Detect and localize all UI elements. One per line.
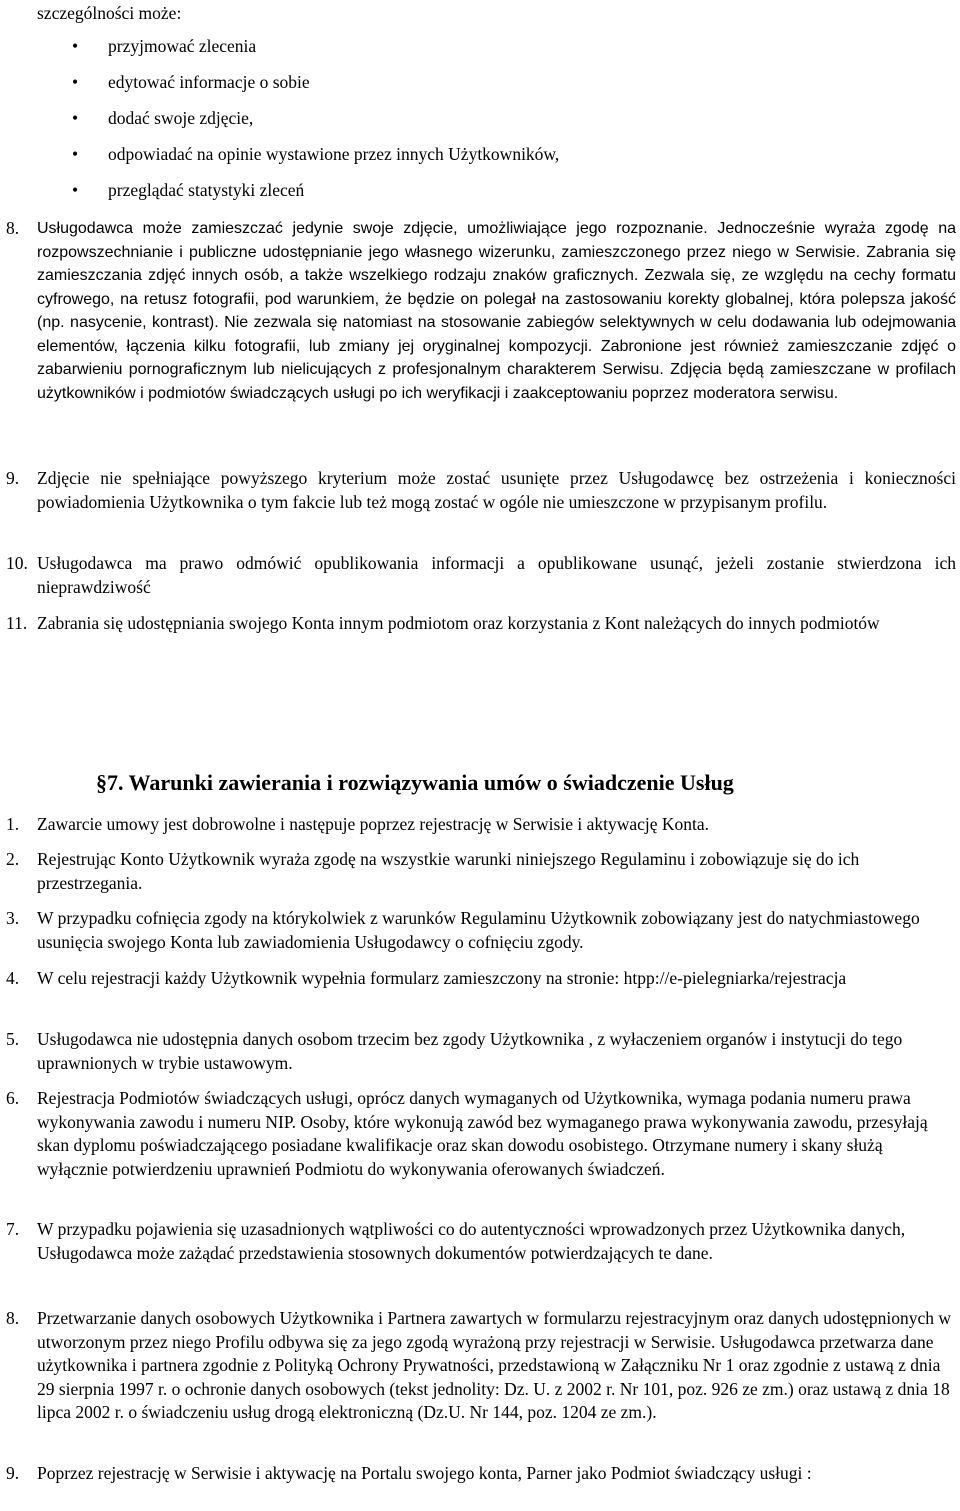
bullet-text: dodać swoje zdjęcie,: [108, 108, 254, 128]
bullet-icon: •: [72, 180, 79, 200]
bullet-text: edytować informacje o sobie: [108, 72, 310, 92]
bullet-item: [0, 71, 960, 107]
item-number: 10.: [6, 553, 28, 573]
bullet-icon: •: [72, 144, 79, 164]
item-number: 3.: [6, 908, 20, 928]
item-number: 11.: [6, 613, 28, 633]
item-text: Zabrania się udostępniania swojego Konta innym podmiotom oraz korzystania z Kont należących do innych podmiotów: [37, 613, 880, 633]
bullet-item: [0, 179, 960, 215]
item-text: Przetwarzanie danych osobowych Użytkownika i Partnera zawartych w formularzu rejestracyjnym oraz danych udostępnionych w utworzonym przez niego Profilu odbywa się za jego zgodą wyrażoną przy rejestracji w Serwisie. Usługodawca przetwarza dane użytkownika i partnera zgodnie z Polityką Ochrony Prywatności, przedstawioną w Załączniku Nr 1 oraz zgodnie z ustawą z dnia 29 sierpnia 1997 r. o ochronie danych osobowych (tekst jednolity: Dz. U. z 2002 r. Nr 101, poz. 926 ze zm.) oraz ustawą z dnia 18 lipca 2002 r. o świadczeniu usług drogą elektroniczną (Dz.U. Nr 144, poz. 1204 ze zm.).: [37, 1308, 952, 1422]
intro-text: szczególności może:: [37, 3, 182, 23]
item-number: 4.: [6, 968, 20, 988]
item-text: Usługodawca nie udostępnia danych osobom trzecim bez zgody Użytkownika , z wyłaczeniem organów i instytucji do tego uprawnionych w trybie ustawowym.: [37, 1029, 903, 1073]
item-number: 1.: [6, 814, 20, 834]
item-number: 9.: [6, 468, 20, 488]
item-text: Usługodawca ma prawo odmówić opublikowania informacji a opublikowane usunąć, jeżeli zostanie stwierdzona ich nieprawdziwość: [37, 553, 956, 597]
bullet-text: przeglądać statystyki zleceń: [108, 180, 305, 200]
item-text: W celu rejestracji każdy Użytkownik wypełnia formularz zamieszczony na stronie: htpp://e-pielegniarka/rejestracja: [37, 968, 847, 988]
item-text: W przypadku cofnięcia zgody na którykolwiek z warunków Regulaminu Użytkownik zobowiązany jest do natychmiastowego usunięcia swojego Konta lub zawiadomienia Usługodawcy o cofnięciu zgody.: [37, 908, 920, 952]
item-text: W przypadku pojawienia się uzasadnionych wątpliwości co do autentyczności wprowadzonych przez Użytkownika danych, Usługodawca może zażądać przedstawienia stosownych dokumentów potwierdzających te dane.: [37, 1219, 906, 1263]
bullet-item: [0, 35, 960, 71]
item-number: 8.: [6, 1308, 20, 1328]
bullet-icon: •: [72, 72, 79, 92]
bullet-text: przyjmować zlecenia: [108, 36, 257, 56]
item-text: Rejestrując Konto Użytkownik wyraża zgodę na wszystkie warunki niniejszego Regulaminu i zobowiązuje się do ich przestrzegania.: [37, 849, 860, 893]
section-heading: §7. Warunki zawierania i rozwiązywania umów o świadczenie Usług: [96, 770, 734, 795]
item-number: 2.: [6, 849, 20, 869]
item-number: 7.: [6, 1219, 20, 1239]
item-text: Zawarcie umowy jest dobrowolne i następuje poprzez rejestrację w Serwisie i aktywację Konta.: [37, 814, 710, 834]
bullet-item: [0, 143, 960, 179]
item-text: Usługodawca może zamieszczać jedynie swoje zdjęcie, umożliwiające jego rozpoznanie. Jednocześnie wyraża zgodę na rozpowszechnianie i publiczne udostępnianie jego własnego wizerunku, zamieszczonego przez niego w Serwisie. Zabrania się zamieszczania zdjęć innych osób, a także wszelkiego rodzaju znaków graficznych. Zezwala się, ze względu na cechy formatu cyfrowego, na retusz fotografii, pod warunkiem, że będzie on polegał na zastosowaniu korekty globalnej, która polepsza jakość (np. nasycenie, kontrast). Nie zezwala się natomiast na stosowanie zabiegów selektywnych w celu dodawania lub odejmowania elementów, łączenia kilku fotografii, lub zmiany jej oryginalnej kompozycji. Zabronione jest również zamieszczanie zdjęć o zabarwieniu pornograficznym lub nielicujących z profesjonalnym charakterem Serwisu. Zdjęcia będą zamieszczane w profilach użytkowników i podmiotów świadczących usługi po ich weryfikacji i zaakceptowaniu poprzez moderatora serwisu.: [37, 220, 956, 402]
item-number: 9.: [6, 1463, 20, 1483]
bullet-item: [0, 107, 960, 143]
bullet-icon: •: [72, 108, 79, 128]
item-text: Zdjęcie nie spełniające powyższego kryterium może zostać usunięte przez Usługodawcę bez ostrzeżenia i konieczności powiadomienia Użytkownika o tym fakcie lub też mogą zostać w ogóle nie umieszczone w przypisanym profilu.: [37, 468, 956, 512]
bullet-icon: •: [72, 36, 79, 56]
bullet-list: [0, 35, 960, 215]
item-number: 8.: [6, 218, 20, 238]
item-number: 6.: [6, 1088, 20, 1108]
bullet-text: odpowiadać na opinie wystawione przez innych Użytkowników,: [108, 144, 560, 164]
item-text: Poprzez rejestrację w Serwisie i aktywację na Portalu swojego konta, Parner jako Podmiot świadczący usługi :: [37, 1463, 812, 1483]
item-text: Rejestracja Podmiotów świadczących usługi, oprócz danych wymaganych od Użytkownika, wymaga podania numeru prawa wykonywania zawodu i numeru NIP. Osoby, które wykonują zawód bez wymaganego prawa wykonywania zawodu, przesyłają skan dyplomu poświadczającego posiadane kwalifikacje oraz skan dowodu osobistego. Otrzymane numery i skany służą wyłącznie potwierdzeniu uprawnień Podmiotu do wykonywania oferowanych świadczeń.: [37, 1088, 928, 1179]
item-number: 5.: [6, 1029, 20, 1049]
